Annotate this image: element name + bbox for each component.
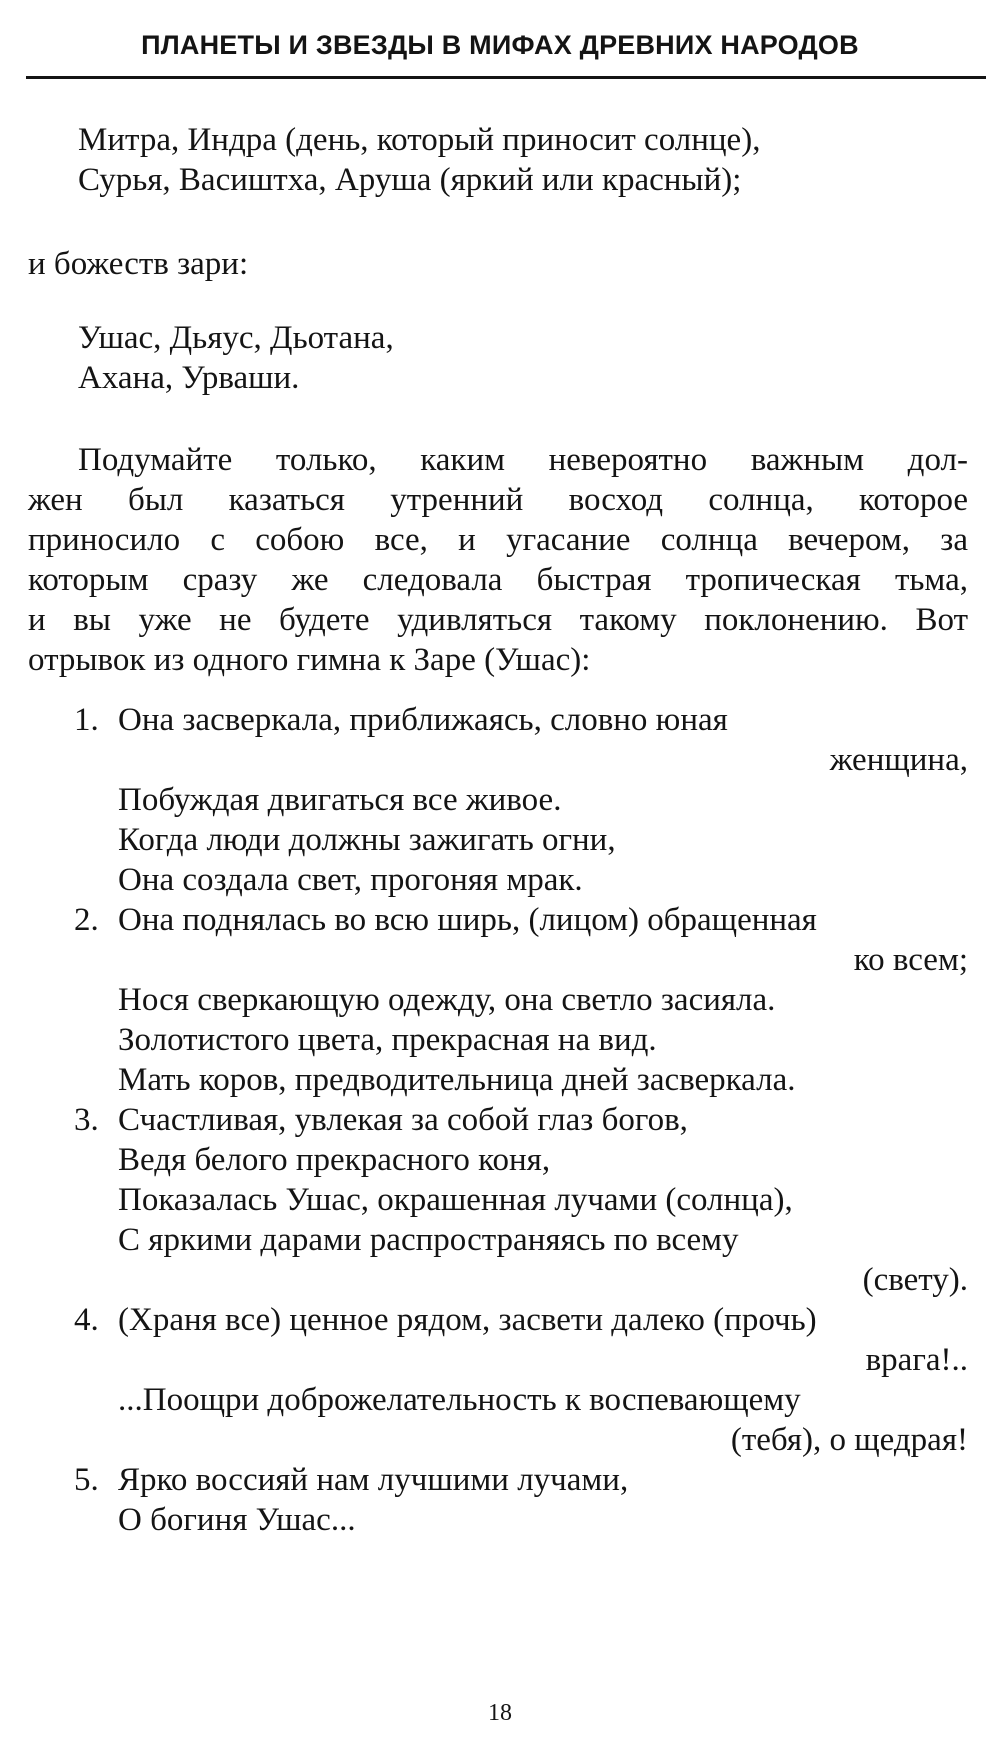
verse-line: С яркими дарами распространяясь по всему bbox=[118, 1222, 739, 1258]
verse-line: Показалась Ушас, окрашенная лучами (солнца), bbox=[118, 1182, 793, 1218]
verse-line: Ведя белого прекрасного коня, bbox=[118, 1142, 551, 1178]
verse-text: Она засверкала, приближаясь, словно юная bbox=[118, 702, 728, 738]
verse-line bbox=[28, 1100, 978, 1140]
hymn-stanza bbox=[28, 1300, 978, 1460]
verse-line: ...Поощри доброжелательность к воспевающему bbox=[118, 1382, 801, 1418]
verse-line: Нося сверкающую одежду, она светло засияла. bbox=[118, 982, 776, 1018]
hymn-stanza bbox=[28, 1460, 978, 1540]
intro-line: и божеств зари: bbox=[28, 246, 249, 282]
verse-number: 5. bbox=[74, 1462, 99, 1498]
verse-number: 4. bbox=[74, 1302, 99, 1338]
verse-text: Счастливая, увлекая за собой глаз богов, bbox=[118, 1102, 688, 1138]
hymn-stanza bbox=[28, 1100, 978, 1300]
verse-line: Мать коров, предводительница дней засверкала. bbox=[118, 1062, 796, 1098]
verse-continuation: женщина, bbox=[829, 742, 968, 778]
deity-list-dawn bbox=[28, 318, 1000, 398]
hymn-stanza bbox=[28, 900, 978, 1100]
main-paragraph bbox=[28, 440, 968, 680]
verse-line: Золотистого цвета, прекрасная на вид. bbox=[118, 1022, 657, 1058]
header-rule bbox=[26, 76, 986, 79]
list-line: Ахана, Урваши. bbox=[78, 360, 300, 396]
verse-continuation: (тебя), о щедрая! bbox=[730, 1422, 968, 1458]
verse-line bbox=[28, 700, 978, 740]
paragraph-line: Подумайте только, каким невероятно важным дол- bbox=[78, 442, 968, 478]
verse-line: Когда люди должны зажигать огни, bbox=[118, 822, 616, 858]
list-line: Ушас, Дьяус, Дьотана, bbox=[78, 320, 394, 356]
verse-number: 2. bbox=[74, 902, 99, 938]
verse-line: Побуждая двигаться все живое. bbox=[118, 782, 562, 818]
paragraph-line: жен был казаться утренний восход солнца, которое bbox=[28, 482, 968, 518]
running-header: ПЛАНЕТЫ И ЗВЕЗДЫ В МИФАХ ДРЕВНИХ НАРОДОВ bbox=[141, 30, 859, 60]
hymn-excerpt bbox=[28, 700, 978, 1540]
verse-text: Она поднялась во всю ширь, (лицом) обращенная bbox=[118, 902, 817, 938]
verse-line: О богиня Ушас... bbox=[118, 1502, 356, 1538]
paragraph-line: которым сразу же следовала быстрая тропическая тьма, bbox=[28, 562, 968, 598]
list-line: Сурья, Васиштха, Аруша (яркий или красный); bbox=[78, 162, 742, 198]
verse-continuation: (свету). bbox=[862, 1262, 968, 1298]
verse-line bbox=[28, 1300, 978, 1340]
paragraph-line: отрывок из одного гимна к Заре (Ушас): bbox=[28, 642, 591, 678]
verse-number: 1. bbox=[74, 702, 99, 738]
verse-text: (Храня все) ценное рядом, засвети далеко (прочь) bbox=[118, 1302, 817, 1338]
hymn-stanza bbox=[28, 700, 978, 900]
intro-dawn bbox=[28, 244, 968, 284]
verse-continuation: ко всем; bbox=[853, 942, 968, 978]
page-number: 18 bbox=[488, 1700, 512, 1726]
verse-continuation: врага!.. bbox=[865, 1342, 968, 1378]
verse-number: 3. bbox=[74, 1102, 99, 1138]
verse-line bbox=[28, 900, 978, 940]
list-line: Митра, Индра (день, который приносит солнце), bbox=[78, 122, 761, 158]
verse-line bbox=[28, 1460, 978, 1500]
verse-line: Она создала свет, прогоняя мрак. bbox=[118, 862, 583, 898]
deity-list-sun bbox=[28, 120, 1000, 200]
paragraph-line: приносило с собою все, и угасание солнца вечером, за bbox=[28, 522, 968, 558]
paragraph-line: и вы уже не будете удивляться такому поклонению. Вот bbox=[28, 602, 968, 638]
verse-text: Ярко воссияй нам лучшими лучами, bbox=[118, 1462, 629, 1498]
